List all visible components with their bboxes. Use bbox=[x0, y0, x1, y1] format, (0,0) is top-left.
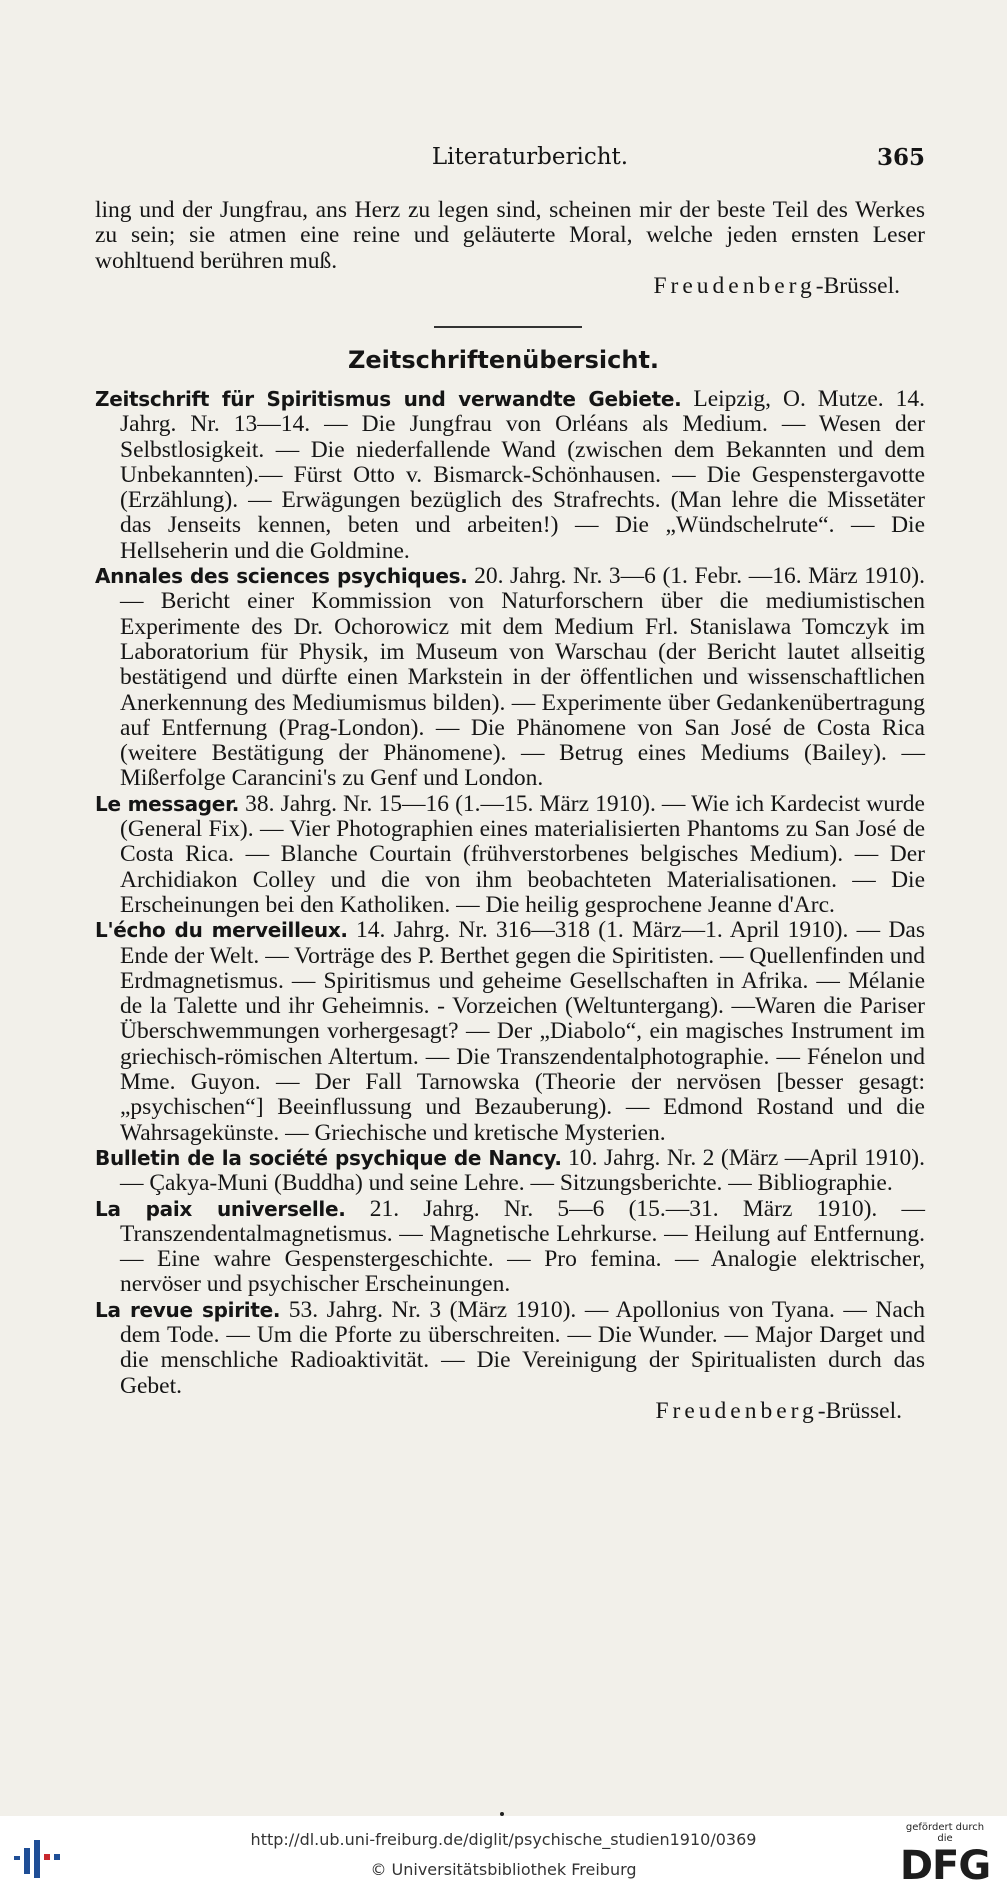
journal-name: Annales des sciences psychiques. bbox=[95, 564, 468, 589]
intro-paragraph bbox=[95, 198, 925, 299]
running-title: Literaturbericht. bbox=[431, 144, 629, 170]
page-number: 365 bbox=[876, 144, 925, 171]
section-title: Zeitschriftenübersicht. bbox=[347, 346, 660, 374]
journal-name: La revue spirite. bbox=[95, 1297, 281, 1322]
dfg-wordmark: DFG bbox=[899, 1843, 991, 1889]
signature-name: Freudenberg bbox=[655, 1397, 818, 1424]
journal-contents: 21. Jahrg. Nr. 5—6 (15.—31. März 1910). — Transzendentalmagnetismus. — Magnetische Lehrkurse. — Heilung auf Entfernung. — Eine wahre Gespenstergeschichte. — Pro femina. — Analogie elektrischer, nervöser und psychischer Erscheinungen. bbox=[120, 1195, 926, 1298]
journal-name: Bulletin de la société psychique de Nancy. bbox=[95, 1145, 562, 1170]
journal-list bbox=[95, 387, 925, 1424]
copyright-text: © Universitätsbibliothek Freiburg bbox=[370, 1860, 637, 1879]
dfg-caption: gefördert durch die bbox=[905, 1822, 985, 1844]
journal-contents: 20. Jahrg. Nr. 3—6 (1. Febr. —16. März 1910). — Bericht einer Kommission von Naturforschern über die mediumistischen Experimente des Dr. Ochorowicz mit dem Medium Frl. Stanislawa Tomczyk im Laboratorium für Physik, im Museum von Warschau (der Bericht lautet allseitig bestätigend und dürfte einen Markstein in der öffentlichen und wissenschaftlichen Anerkennung des Mediumismus bilden). — Experimente über Gedankenübertragung auf Entfernung (Prag-London). — Die Phänomene von San José de Costa Rica (weitere Bestätigung der Phänomene). — Betrug eines Mediums (Bailey). — Mißerfolge Carancini's zu Genf und London. bbox=[120, 563, 926, 792]
source-url-link[interactable]: http://dl.ub.uni-freiburg.de/diglit/psychische_studien1910/0369 bbox=[250, 1830, 757, 1849]
journal-name: Zeitschrift für Spiritismus und verwandte Gebiete. bbox=[95, 387, 682, 411]
signature-place: -Brüssel. bbox=[817, 1397, 902, 1424]
journal-contents: Leipzig, O. Mutze. 14. Jahrg. Nr. 13—14. — Die Jungfrau von Orléans als Medium. — Wesen der Selbstlosigkeit. — Die niederfallende Wand (zwischen dem Bekannten und dem Unbekannten).— Fürst Otto v. Bismarck-Schönhausen. — Die Gespenstergavotte (Erzählung). — Erwägungen bezüglich des Strafrechts. (Man lehre die Missetäter das Jenseits kennen, beten und arbeiten!) — Die „Wündschelrute“. — Die Hellseherin und die Goldmine. bbox=[120, 386, 926, 564]
dfg-logo-icon[interactable] bbox=[897, 1822, 993, 1889]
journal-name: Le messager. bbox=[95, 791, 240, 816]
running-header bbox=[95, 144, 925, 176]
journal-entry bbox=[95, 1298, 925, 1399]
signature-name: Freudenberg bbox=[653, 272, 816, 299]
journal-entry bbox=[95, 564, 925, 792]
journal-contents: 14. Jahrg. Nr. 316—318 (1. März—1. April 1910). — Das Ende der Welt. — Vorträge des P. Berthet gegen die Spiritisten. — Quellenfinden und Erdmagnetismus. — Spiritismus und geheime Gesellschaften in Afrika. — Mélanie de la Talette und ihr Geheimnis. - Vorzeichen (Weltuntergang). —Waren die Pariser Überschwemmungen vorhergesagt? — Der „Diabolo“, ein magisches Instrument im griechisch-römischen Altertum. — Die Transzendentalphotographie. — Fénelon und Mme. Guyon. — Der Fall Tarnowska (Theorie der nervösen [besser gesagt: „psychischen“] Beeinflussung und Bezauberung). — Edmond Rostand und die Wahrsagekünste. — Griechische und kretische Mysterien. bbox=[120, 917, 925, 1146]
journal-contents: 10. Jahrg. Nr. 2 (März —April 1910). — Çakya-Muni (Buddha) und seine Lehre. — Sitzungsberichte. — Bibliographie. bbox=[120, 1144, 925, 1197]
journal-entry bbox=[95, 792, 925, 918]
journal-name: La paix universelle. bbox=[95, 1196, 346, 1221]
intro-text: ling und der Jungfrau, ans Herz zu legen sind, scheinen mir der beste Teil des Werkes zu sein; sie atmen eine reine und geläuterte Moral, welche jeden ernsten Leser wohltuend berühren muß. bbox=[95, 197, 925, 274]
intro-signature bbox=[95, 274, 925, 299]
journal-contents: 53. Jahrg. Nr. 3 (März 1910). — Apollonius von Tyana. — Nach dem Tode. — Um die Pforte zu überschreiten. — Die Wunder. — Major Darget und die menschliche Radioaktivität. — Die Vereinigung der Spiritualisten durch das Gebet. bbox=[120, 1296, 925, 1399]
footer-bar bbox=[0, 1816, 1007, 1892]
journal-entry bbox=[95, 1146, 925, 1197]
journal-entry bbox=[95, 1197, 925, 1298]
section-divider bbox=[434, 326, 582, 328]
signature-place: -Brüssel. bbox=[815, 272, 900, 299]
closing-signature bbox=[95, 1399, 925, 1424]
journal-entry bbox=[95, 918, 925, 1146]
journal-entry bbox=[95, 387, 925, 564]
journal-contents: 38. Jahrg. Nr. 15—16 (1.—15. März 1910). — Wie ich Kardecist wurde (General Fix). — Vier Photographien eines materialisierten Phantoms zu San José de Costa Rica. — Blanche Courtain (frühverstorbenes belgisches Medium). — Der Archidiakon Colley und die von ihm beobachteten Materialisationen. — Die Erscheinungen bei den Katholiken. — Die heilig gesprochene Jeanne d'Arc. bbox=[120, 790, 925, 918]
journal-name: L'écho du merveilleux. bbox=[95, 918, 348, 943]
